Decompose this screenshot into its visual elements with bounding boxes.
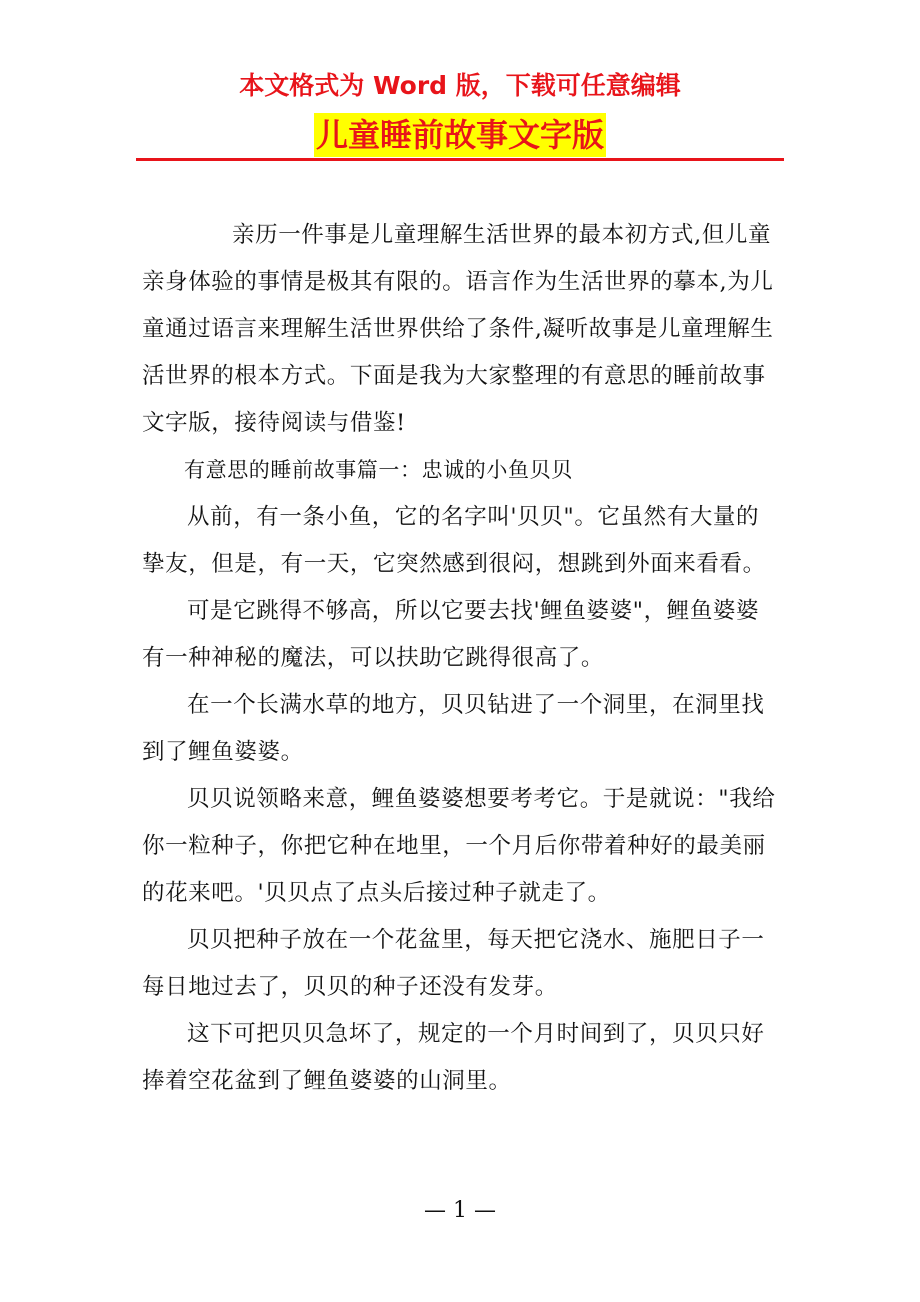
story-paragraph: 可是它跳得不够高，所以它要去找'鲤鱼婆婆"，鲤鱼婆婆有一种神秘的魔法，可以扶助它跳得很高了。	[142, 598, 760, 671]
story-paragraph: 这下可把贝贝急坏了，规定的一个月时间到了，贝贝只好捧着空花盆到了鲤鱼婆婆的山洞里。	[142, 1021, 765, 1094]
story-paragraph: 在一个长满水草的地方，贝贝钻进了一个洞里，在洞里找到了鲤鱼婆婆。	[142, 692, 765, 765]
intro-paragraph: 亲历一件事是儿童理解生活世界的最本初方式,但儿童亲身体验的事情是极其有限的。语言作为生活世界的摹本,为儿童通过语言来理解生活世界供给了条件,凝听故事是儿童理解生活世界的根本方式。下面是我为大家整理的有意思的睡前故事文字版，接待阅读与借鉴!	[142, 222, 774, 436]
title-divider	[136, 158, 784, 161]
page-number: — 1 —	[424, 1198, 496, 1223]
story-paragraph: 贝贝把种子放在一个花盆里，每天把它浇水、施肥日子一每日地过去了，贝贝的种子还没有发芽。	[142, 927, 765, 1000]
format-notice: 本文格式为 Word 版，下载可任意编辑	[239, 71, 681, 100]
title-block	[0, 113, 920, 157]
story-heading: 有意思的睡前故事篇一：忠诚的小鱼贝贝	[184, 458, 573, 482]
story-paragraph: 从前，有一条小鱼，它的名字叫'贝贝"。它虽然有大量的挚友，但是，有一天，它突然感到很闷，想跳到外面来看看。	[142, 504, 766, 577]
document-title: 儿童睡前故事文字版	[314, 113, 606, 157]
story-paragraph: 贝贝说领略来意，鲤鱼婆婆想要考考它。于是就说："我给你一粒种子，你把它种在地里，一个月后你带着种好的最美丽的花来吧。'贝贝点了点头后接过种子就走了。	[142, 786, 776, 906]
document-body	[142, 212, 778, 1105]
